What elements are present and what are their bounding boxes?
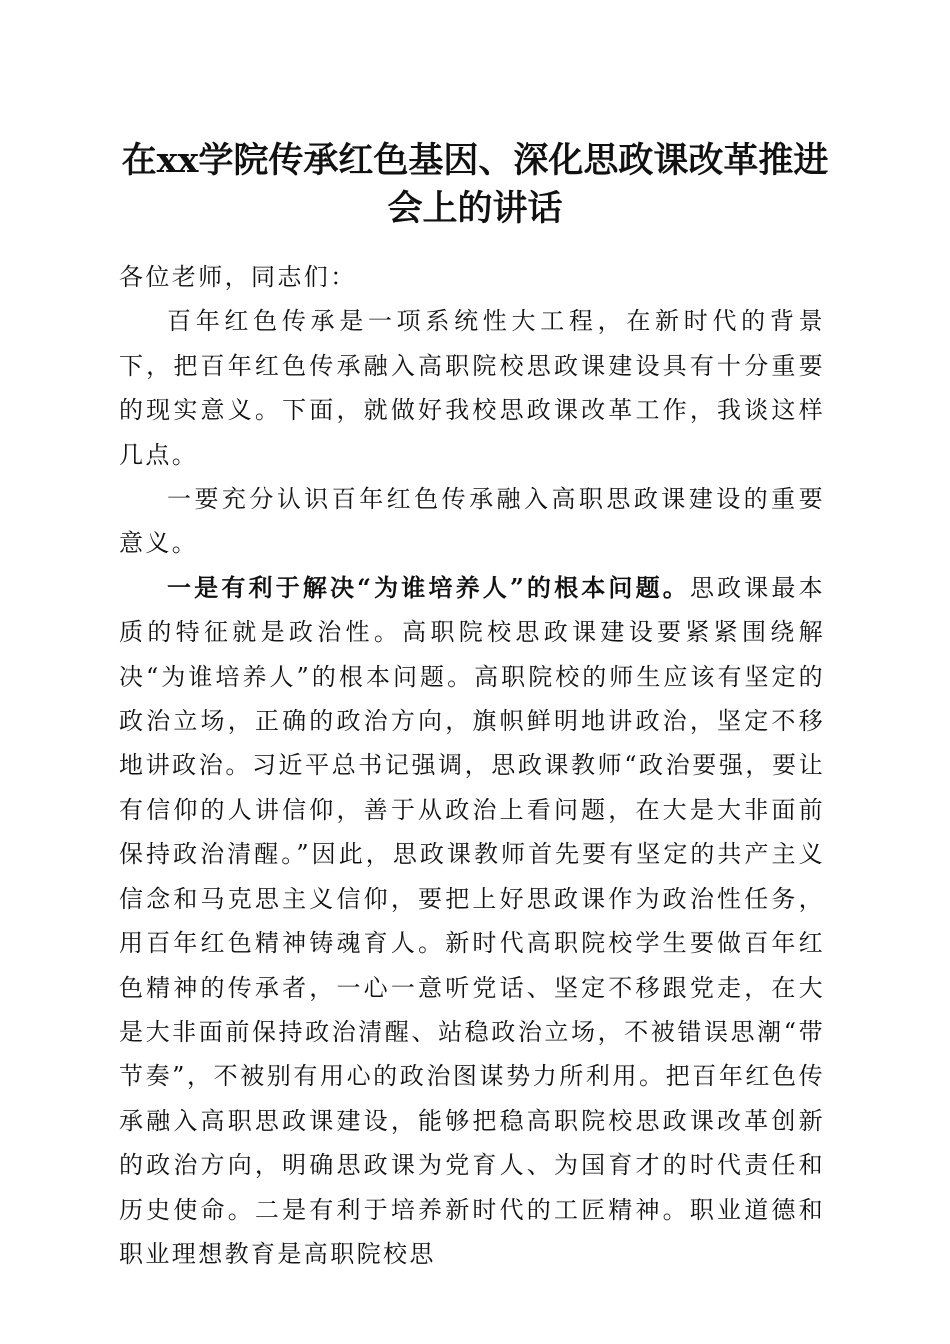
paragraph-point-1 xyxy=(119,566,825,1277)
point-2-body: 职业道德和职业理想教育是高职院校思 xyxy=(119,1195,826,1268)
point-1-lead: 一是有利于解决“为谁培养人”的根本问题。 xyxy=(167,572,690,602)
point-2-lead: 二是有利于培养新时代的工匠精神。 xyxy=(254,1195,690,1224)
salutation: 各位老师，同志们： xyxy=(119,263,357,291)
document-body xyxy=(119,255,825,1276)
point-1-body: 思政课最本质的特征就是政治性。高职院校思政课建设要紧紧围绕解决“为谁培养人”的根本问题。高职院校的师生应该有坚定的政治立场，正确的政治方向，旗帜鲜明地讲政治，坚定不移地讲政治。习近平总书记强调，思政课教师“政治要强，要让有信仰的人讲信仰，善于从政治上看问题，在大是大非面前保持政治清醒。”因此，思政课教师首先要有坚定的共产主义信念和马克思主义信仰，要把上好思政课作为政治性任务，用百年红色精神铸魂育人。新时代高职院校学生要做百年红色精神的传承者，一心一意听党话、坚定不移跟党走，在大是大非面前保持政治清醒、站稳政治立场，不被错误思潮“带节奏”，不被别有用心的政治图谋势力所利用。把百年红色传承融入高职思政课建设，能够把稳高职院校思政课改革创新的政治方向，明确思政课为党育人、为国育才的时代责任和历史使命。 xyxy=(119,573,826,1224)
document-title: 在xx学院传承红色基因、深化思政课改革推进会上的讲话 xyxy=(121,140,829,229)
paragraph-intro: 百年红色传承是一项系统性大工程，在新时代的背景下，把百年红色传承融入高职院校思政课建设具有十分重要的现实意义。下面，就做好我校思政课改革工作，我谈这样几点。 xyxy=(119,307,825,469)
section-heading-1: 一要充分认识百年红色传承融入高职思政课建设的重要意义。 xyxy=(119,485,825,558)
